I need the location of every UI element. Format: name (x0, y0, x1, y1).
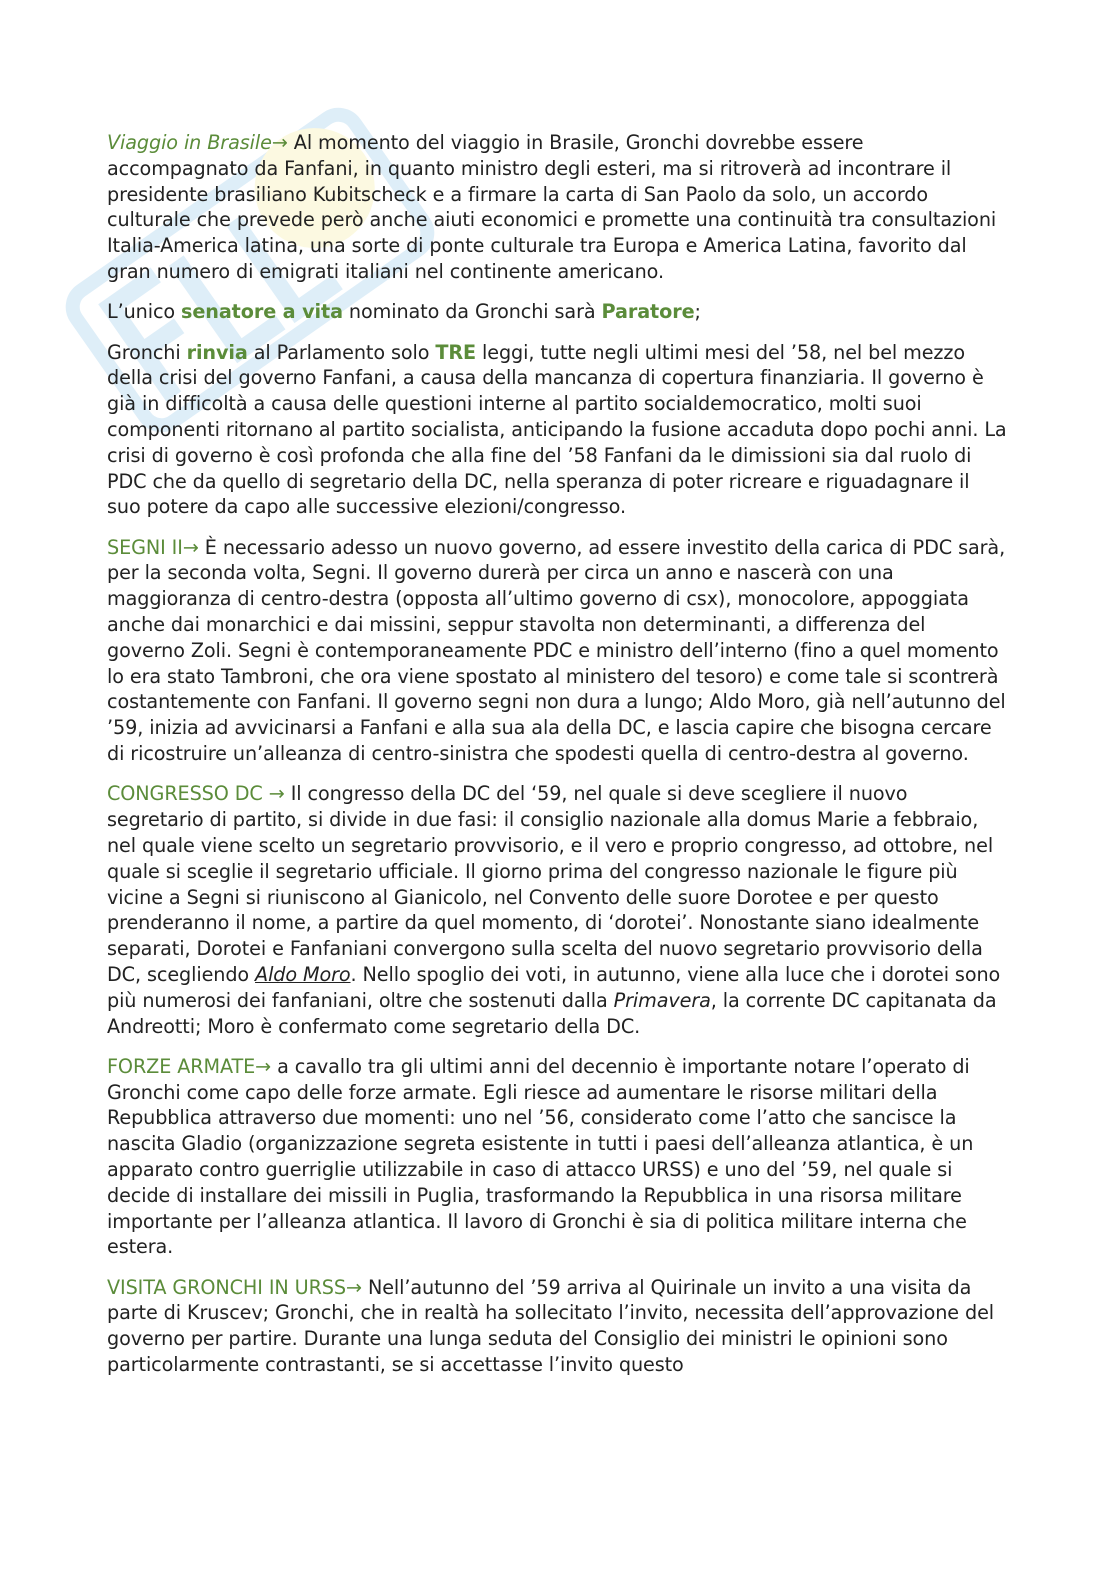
paragraph-text: . Nello spoglio dei voti, in autunno, viene alla luce che i dorotei sono più numerosi dei fanfaniani, oltre che sostenuti dalla (107, 962, 1001, 1012)
highlight-rinvia: rinvia (186, 340, 248, 364)
highlight-paratore: Paratore (601, 300, 695, 324)
paragraph-text: a cavallo tra gli ultimi anni del decennio è importante notare l’operato di Gronchi come capo delle forze armate. Egli riesce ad aumentare le risorse militari della Repubblica attraverso due momenti: uno nel ’56, considerato come l’atto che sancisce la nascita Gladio (organizzazione segreta esistente in tutti i paesi dell’alleanza atlantica, è un apparato contro guerriglie utilizzabile in caso di attacco URSS) e uno del ’59, nel quale si decide di installare dei missili in Puglia, trasformando la Repubblica in una risorsa militare importante per l’alleanza atlantica. Il lavoro di Gronchi è sia di politica militare interna che estera. (107, 1054, 974, 1259)
paragraph-segni-ii (107, 535, 1007, 767)
paragraph-text: ; (694, 300, 701, 324)
paragraph-text: Nell’autunno del ’59 arriva al Quirinale un invito a una visita da parte di Kruscev; Gronchi, che in realtà ha sollecitato l’invito, necessita dell’approvazione del governo per partire. Durante una lunga seduta del Consiglio dei ministri le opinioni sono particolarmente contrastanti, se si accettasse l’invito questo (107, 1275, 995, 1377)
paragraph-rinvia-leggi (107, 340, 1007, 521)
highlight-senatore-a-vita: senatore a vita (181, 300, 343, 324)
paragraph-text: , la corrente DC capitanata da Andreotti; Moro è confermato come segretario della DC. (107, 988, 997, 1038)
paragraph-text: È necessario adesso un nuovo governo, ad essere investito della carica di PDC sarà, per la seconda volta, Segni. Il governo durerà per circa un anno e nascerà con una maggioranza di centro-destra (opposta all’ultimo governo di csx), monocolore, appoggiata anche dai monarchici e dai missini, seppur stavolta non determinanti, a differenza del governo Zoli. Segni è contemporaneamente PDC e ministro dell’interno (fino a quel momento lo era stato Tambroni, che ora viene spostato al ministero del tesoro) e come tale si scontrerà costantemente con Fanfani. Il governo segni non dura a lungo; Aldo Moro, già nell’autunno del ’59, inizia ad avvicinarsi a Fanfani e alla sua ala della DC, e lascia capire che bisogna cercare di ricostruire un’alleanza di centro-sinistra che spodesti quella di centro-destra al governo. (107, 535, 1006, 766)
highlight-tre: TRE (435, 340, 477, 364)
paragraph-text: nominato da Gronchi sarà (342, 300, 602, 324)
arrow-icon: → (345, 1275, 362, 1299)
paragraph-text: Al momento del viaggio in Brasile, Gronchi dovrebbe essere accompagnato da Fanfani, in quanto ministro degli esteri, ma si ritroverà ad incontrare il presidente brasiliano Kubitscheck e a firmare la carta di San Paolo da solo, un accordo culturale che prevede però anche aiuti economici e promette una continuità tra consultazioni Italia-America latina, una sorte di ponte culturale tra Europa e America Latina, favorito dal gran numero di emigrati italiani nel continente americano. (107, 131, 997, 283)
paragraph-viaggio-brasile (107, 130, 1007, 285)
paragraph-text: leggi, tutte negli ultimi mesi del ’58, nel bel mezzo della crisi del governo Fanfani, a causa della mancanza di copertura finanziaria. Il governo è già in difficoltà a causa delle questioni interne al partito socialdemocratico, molti suoi componenti ritornano al partito socialista, anticipando la fusione accaduta dopo pochi anni. La crisi di governo è così profonda che alla fine del ’58 Fanfani da le dimissioni sia dal ruolo di PDC che da quello di segretario della DC, nella speranza di poter ricreare e riguadagnare il suo potere da capo alle successive elezioni/congresso. (107, 340, 1007, 519)
document-page (107, 130, 1007, 1392)
paragraph-text: al Parlamento solo (247, 340, 436, 364)
term-primavera: Primavera (613, 988, 711, 1012)
paragraph-visita-urss (107, 1275, 1007, 1378)
paragraph-senatore-vita (107, 299, 1007, 325)
paragraph-text: Gronchi (107, 340, 187, 364)
section-heading-visita-urss: VISITA GRONCHI IN URSS (107, 1275, 346, 1299)
arrow-icon: → (182, 535, 199, 559)
arrow-icon: → (268, 782, 285, 806)
section-heading-segni-ii: SEGNI II (107, 535, 183, 559)
section-heading-viaggio-brasile: Viaggio in Brasile (107, 131, 272, 154)
section-heading-forze-armate: FORZE ARMATE (107, 1054, 256, 1078)
paragraph-forze-armate (107, 1054, 1007, 1260)
paragraph-congresso-dc (107, 781, 1007, 1039)
paragraph-text: Il congresso della DC del ‘59, nel quale si deve scegliere il nuovo segretario di partito, si divide in due fasi: il consiglio nazionale alla domus Marie a febbraio, nel quale viene scelto un segretario provvisorio, e il vero e proprio congresso, ad ottobre, nel quale si sceglie il segretario ufficiale. Il giorno prima del congresso nazionale le figure più vicine a Segni si riuniscono al Gianicolo, nel Convento delle suore Dorotee e per questo prenderanno il nome, a partire da quel momento, di ‘dorotei’. Nonostante siano idealmente separati, Dorotei e Fanfaniani convergono sulla scelta del nuovo segretario provvisorio della DC, scegliendo (107, 782, 994, 986)
name-aldo-moro: Aldo Moro (255, 962, 351, 986)
arrow-icon: → (255, 1054, 272, 1078)
section-heading-congresso-dc: CONGRESSO DC (107, 782, 269, 806)
paragraph-text: L’unico (107, 300, 182, 324)
arrow-icon: → (271, 131, 288, 154)
